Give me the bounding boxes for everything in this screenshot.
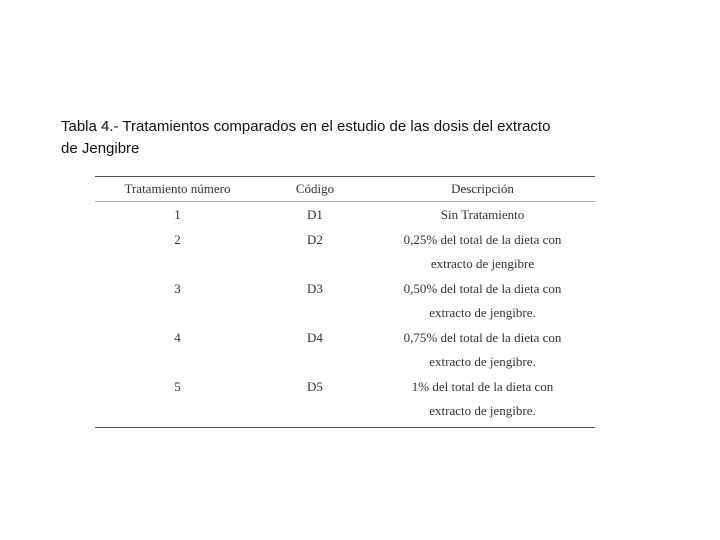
- cell-description: [370, 326, 595, 375]
- header-code: Código: [260, 177, 370, 202]
- table-row: [95, 277, 595, 326]
- description-line: 0,25% del total de la dieta con: [403, 231, 562, 247]
- description-line: Sin Tratamiento: [440, 207, 525, 222]
- header-description: Descripción: [370, 177, 595, 202]
- cell-code: D5: [260, 375, 370, 428]
- cell-description: [370, 277, 595, 326]
- caption-line-1: Tabla 4.- Tratamientos comparados en el estudio de las dosis del extracto: [61, 118, 551, 135]
- description-line: extracto de jengibre.: [429, 354, 536, 369]
- description-line: extracto de jengibre.: [429, 403, 536, 418]
- cell-number: 5: [95, 375, 260, 428]
- table-row: [95, 228, 595, 277]
- cell-number: 2: [174, 231, 181, 247]
- cell-number: 4: [174, 329, 181, 345]
- cell-code: D1: [307, 207, 323, 222]
- cell-description: [370, 228, 595, 277]
- cell-number: 3: [174, 280, 181, 296]
- table-row: [95, 202, 595, 228]
- table-row: [95, 375, 595, 428]
- cell-description: [370, 202, 595, 228]
- caption-line-2: de Jengibre: [61, 140, 140, 157]
- table-header: [95, 177, 595, 202]
- cell-description: [370, 375, 595, 428]
- treatments-table: [95, 176, 595, 428]
- cell-number: 1: [174, 207, 181, 222]
- header-row: [95, 177, 595, 202]
- table-caption: [61, 116, 621, 160]
- description-line: extracto de jengibre.: [429, 305, 536, 320]
- table-body: [95, 202, 595, 428]
- cell-code: D3: [307, 280, 323, 296]
- description-line: 0,50% del total de la dieta con: [403, 280, 562, 296]
- description-line: extracto de jengibre: [430, 256, 535, 271]
- header-treatment-number: Tratamiento número: [95, 177, 260, 202]
- cell-code: D2: [307, 231, 323, 247]
- description-line: 0,75% del total de la dieta con: [403, 329, 562, 345]
- description-line: 1% del total de la dieta con: [411, 378, 554, 394]
- treatments-table-container: [95, 176, 595, 428]
- table-row: [95, 326, 595, 375]
- cell-code: D4: [307, 329, 323, 345]
